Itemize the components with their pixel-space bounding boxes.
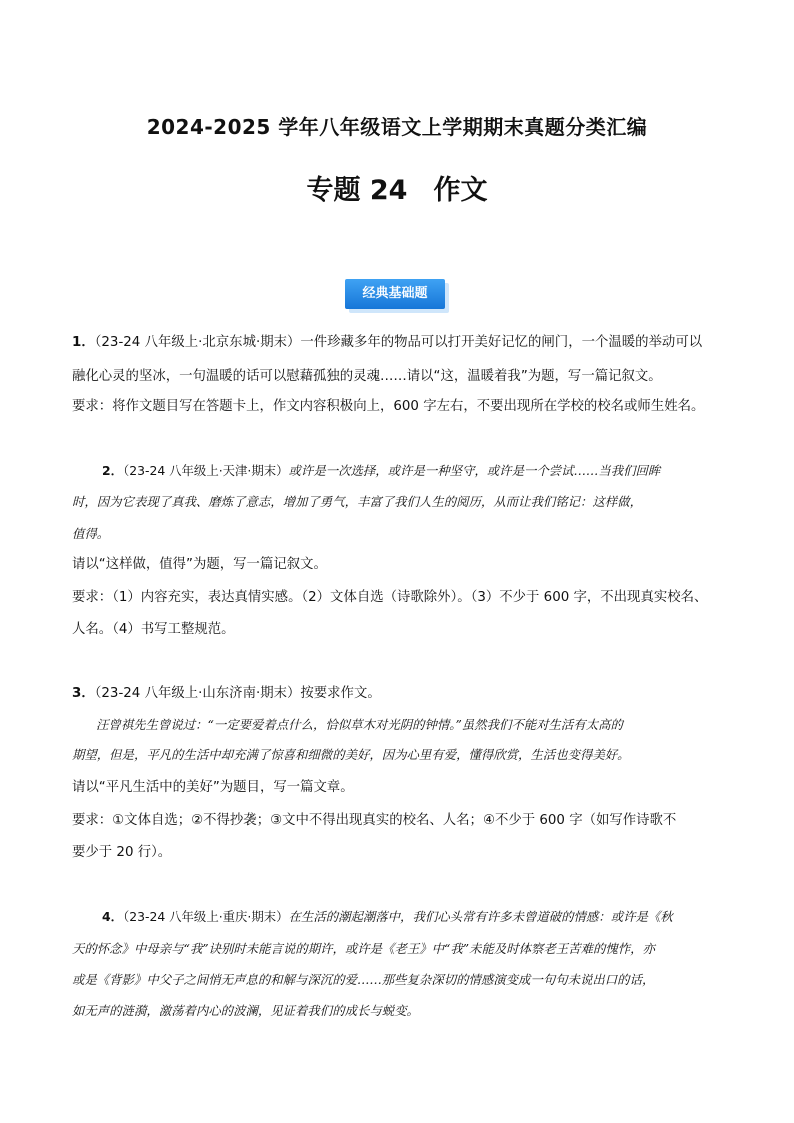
- question-3-text: 按要求作文。: [300, 686, 381, 701]
- question-3-source: （23-24 八年级上·山东济南·期末）: [94, 686, 301, 701]
- question-2-requirements-cont: 人名。（4）书写工整规范。: [72, 622, 235, 637]
- question-3-quote-line-1: 汪曾祺先生曾说过：“一定要爱着点什么，恰似草木对光阴的钟情。”虽然我们不能对生活有太高的: [96, 717, 623, 732]
- badge-label: 经典基础题: [345, 279, 445, 309]
- question-2-line-2: 时，因为它表现了真我、磨炼了意志，增加了勇气，丰富了我们人生的阅历，从而让我们铭记：这样做，: [72, 494, 642, 509]
- question-3-quote-line-2: 期望，但是，平凡的生活中却充满了惊喜和细微的美好，因为心里有爱，懂得欣赏，生活也变得美好。: [72, 747, 630, 762]
- question-4-text: 在生活的潮起潮落中，我们心头常有许多未曾道破的情感：或许是《秋: [288, 909, 673, 924]
- question-2-line-3: 值得。: [72, 526, 110, 541]
- question-3-requirements-cont: 要少于 20 行）。: [72, 845, 172, 860]
- topic-name: 作文: [433, 175, 488, 206]
- question-3-line-1: [72, 684, 732, 704]
- question-4-line-2: 天的怀念》中母亲与“我”诀别时未能言说的期许，或许是《老王》中“我”未能及时体察老王苦难的愧怍，亦: [72, 941, 655, 956]
- question-1-number: 1．: [72, 335, 95, 350]
- question-1-line-1: [72, 333, 732, 353]
- question-3-number: 3．: [72, 686, 95, 701]
- question-1-requirements: 要求：将作文题目写在答题卡上，作文内容积极向上，600 字左右，不要出现所在学校的校名或师生姓名。: [72, 399, 705, 414]
- topic-number: 专题 24: [306, 175, 408, 206]
- question-2-text: 或许是一次选择，或许是一种坚守，或许是一个尝试……当我们回眸: [288, 463, 661, 478]
- question-4-source: （23-24 八年级上·重庆·期末）: [123, 909, 289, 924]
- question-2-source: （23-24 八年级上·天津·期末）: [123, 463, 289, 478]
- question-4-line-4: 如无声的涟漪，激荡着内心的波澜，见证着我们的成长与蜕变。: [72, 1003, 419, 1018]
- question-2-number: 2．: [102, 463, 124, 478]
- section-badge: [345, 279, 449, 313]
- question-4-line-1: [102, 908, 732, 926]
- question-4-number: 4．: [102, 909, 124, 924]
- question-4-line-3: 或是《背影》中父子之间悄无声息的和解与深沉的爱……那些复杂深切的情感演变成一句句未说出口的话，: [72, 972, 655, 987]
- question-2-requirements: 要求：（1）内容充实，表达真情实感。（2）文体自选（诗歌除外）。（3）不少于 600 字，不出现真实校名、: [72, 590, 708, 605]
- topic-heading: [0, 171, 794, 211]
- question-1-text: 一件珍藏多年的物品可以打开美好记忆的闸门，一个温暖的举动可以: [300, 335, 703, 350]
- question-1-source: （23-24 八年级上·北京东城·期末）: [94, 335, 301, 350]
- question-3-requirements: 要求：①文体自选；②不得抄袭；③文中不得出现真实的校名、人名；④不少于 600 字（如写作诗歌不: [72, 813, 677, 828]
- question-3-prompt: 请以“平凡生活中的美好”为题目，写一篇文章。: [72, 780, 354, 795]
- question-1-line-2: 融化心灵的坚冰，一句温暖的话可以慰藉孤独的灵魂……请以“这，温暖着我”为题，写一篇记叙文。: [72, 369, 662, 384]
- document-title: 2024-2025 学年八年级语文上学期期末真题分类汇编: [146, 115, 648, 139]
- question-2-line-1: [102, 462, 732, 480]
- question-2-prompt: 请以“这样做，值得”为题，写一篇记叙文。: [72, 557, 327, 572]
